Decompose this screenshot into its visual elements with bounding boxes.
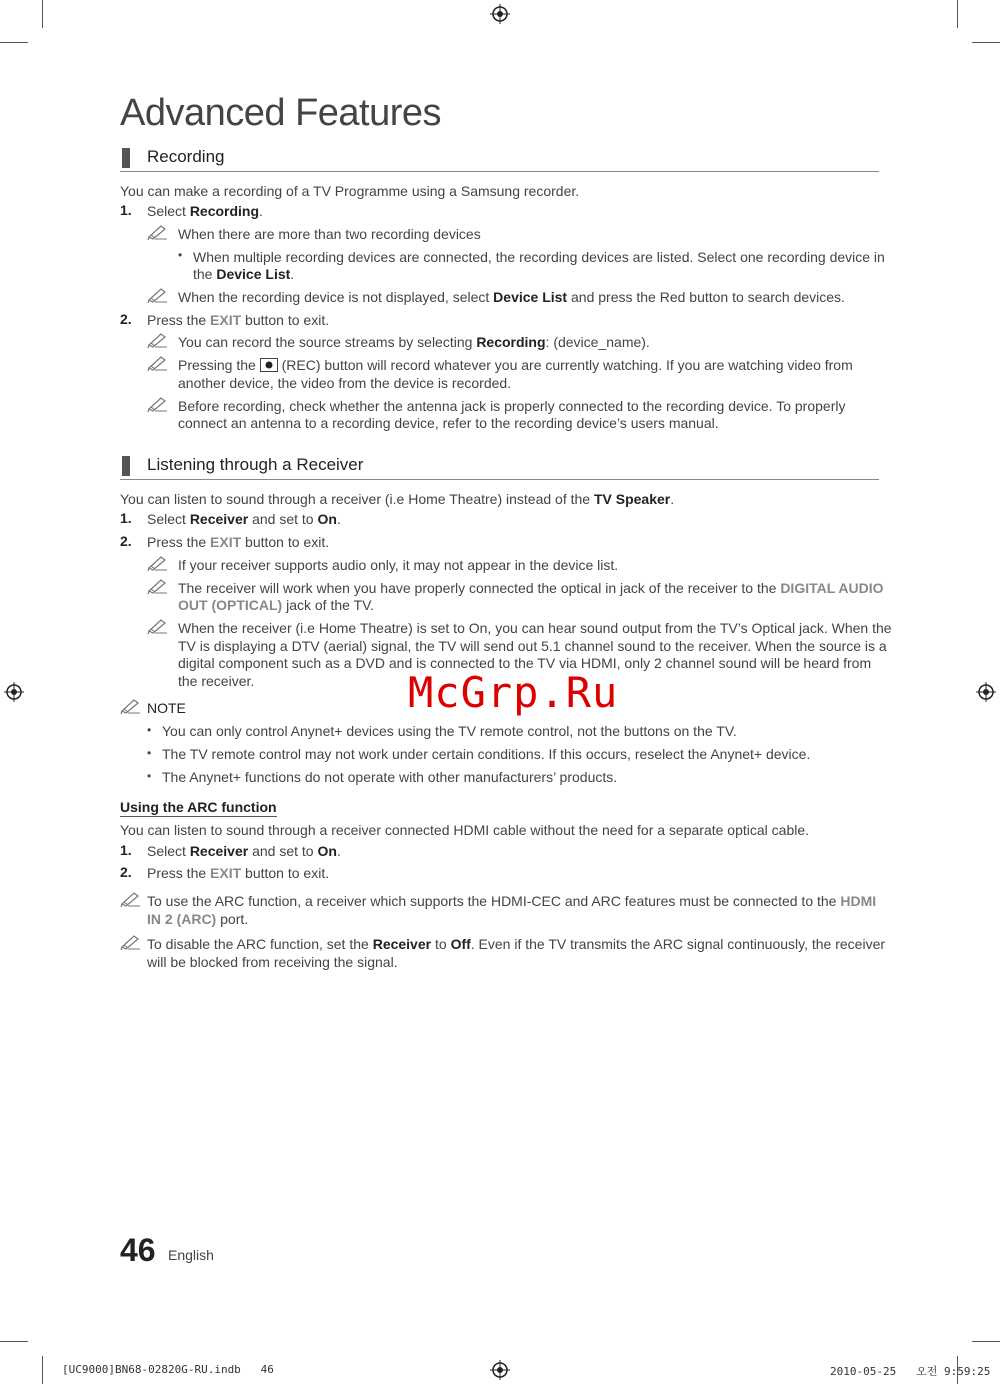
step-number: 1.: [120, 202, 132, 218]
note-pencil-icon: [147, 578, 169, 594]
note-text: TV is displaying a DTV (aerial) signal, the TV will send out 5.1 channel sound to the receiver. When the source is a: [178, 638, 887, 654]
crop-mark: [957, 0, 958, 28]
paragraph: You can listen to sound through a receiver connected HDMI cable without the need for a separate optical cable.: [120, 822, 810, 838]
heading-bar: [122, 456, 130, 476]
registration-mark-icon: [976, 682, 996, 702]
subsection-heading-arc: Using the ARC function: [120, 799, 277, 815]
bullet-text: the Device List.: [193, 266, 295, 282]
note-pencil-icon: [147, 355, 169, 371]
note-pencil-icon: [147, 224, 169, 240]
note-text: To disable the ARC function, set the Receiver to Off. Even if the TV transmits the ARC signal continuously, the receiver: [147, 936, 886, 952]
section-title: Listening through a Receiver: [147, 455, 364, 474]
paragraph: You can make a recording of a TV Programme using a Samsung recorder.: [120, 183, 580, 199]
bullet-text: The TV remote control may not work under certain conditions. If this occurs, reselect the Anynet+ device.: [162, 746, 811, 762]
step-text: Select Recording.: [147, 203, 263, 219]
bullet-text: When multiple recording devices are connected, the recording devices are listed. Select one recording device in: [193, 249, 885, 265]
note-text: OUT (OPTICAL) jack of the TV.: [178, 597, 375, 613]
note-text: To use the ARC function, a receiver which supports the HDMI-CEC and ARC features must be connected to the HDMI: [147, 893, 877, 909]
crop-mark: [42, 0, 43, 28]
note-pencil-icon: [120, 934, 142, 950]
registration-mark-icon: [490, 1360, 510, 1380]
note-pencil-icon: [120, 891, 142, 907]
step-number: 2.: [120, 864, 132, 880]
step-text: Press the EXIT button to exit.: [147, 312, 330, 328]
bullet-icon: •: [147, 769, 152, 783]
footer-file-info: [UC9000]BN68-02820G-RU.indb 46: [62, 1363, 274, 1376]
note-text: Pressing the (REC) button will record whatever you are currently watching. If you are watching video from: [178, 357, 853, 373]
paragraph: You can listen to sound through a receiver (i.e Home Theatre) instead of the TV Speaker.: [120, 491, 675, 507]
step-text: Press the EXIT button to exit.: [147, 534, 330, 550]
note-pencil-icon: [147, 396, 169, 412]
note-pencil-icon: [147, 555, 169, 571]
page-language: English: [168, 1247, 214, 1263]
bullet-text: The Anynet+ functions do not operate with other manufacturers’ products.: [162, 769, 618, 785]
note-text: When the receiver (i.e Home Theatre) is set to On, you can hear sound output from the TV’s Optical jack. When the: [178, 620, 892, 636]
note-text: will be blocked from receiving the signal.: [147, 954, 398, 970]
footer-timestamp: 2010-05-25 오전 9:59:25: [830, 1365, 991, 1378]
bullet-icon: •: [147, 723, 152, 737]
bullet-icon: •: [147, 746, 152, 760]
step-number: 1.: [120, 510, 132, 526]
crop-mark: [972, 1341, 1000, 1342]
note-text: digital component such as a DVD and is connected to the TV via HDMI, only 2 channel sound will be heard from: [178, 655, 872, 671]
step-number: 2.: [120, 311, 132, 327]
note-pencil-icon: [147, 332, 169, 348]
step-number: 1.: [120, 842, 132, 858]
note-pencil-icon: [147, 287, 169, 303]
bullet-text: You can only control Anynet+ devices using the TV remote control, not the buttons on the TV.: [162, 723, 737, 739]
step-number: 2.: [120, 533, 132, 549]
crop-mark: [0, 42, 28, 43]
bullet-icon: •: [178, 248, 183, 262]
note-pencil-icon: [147, 618, 169, 634]
crop-mark: [42, 1356, 43, 1384]
section-heading-recording: [120, 145, 879, 172]
watermark: McGrp.Ru: [408, 668, 619, 717]
page-number: 46: [120, 1232, 156, 1268]
crop-mark: [972, 42, 1000, 43]
section-heading-receiver: [120, 453, 879, 480]
note-text: When the recording device is not displayed, select Device List and press the Red button to search devices.: [178, 289, 845, 305]
section-title: Recording: [147, 147, 225, 166]
step-text: Select Receiver and set to On.: [147, 511, 341, 527]
registration-mark-icon: [490, 4, 510, 24]
note-label: NOTE: [147, 700, 186, 716]
note-text: Before recording, check whether the antenna jack is properly connected to the recording device. To properly: [178, 398, 846, 414]
note-text: the receiver.: [178, 673, 255, 689]
crop-mark: [0, 1341, 28, 1342]
page-title: Advanced Features: [120, 92, 442, 134]
registration-mark-icon: [4, 682, 24, 702]
note-text: The receiver will work when you have properly connected the optical in jack of the receiver to the DIGITAL AUDIO: [178, 580, 884, 596]
note-text: another device, the video from the device is recorded.: [178, 375, 512, 391]
rec-button-icon: [260, 358, 278, 372]
note-text: IN 2 (ARC) port.: [147, 911, 249, 927]
heading-bar: [122, 148, 130, 168]
step-text: Select Receiver and set to On.: [147, 843, 341, 859]
note-text: If your receiver supports audio only, it may not appear in the device list.: [178, 557, 619, 573]
step-text: Press the EXIT button to exit.: [147, 865, 330, 881]
note-text: connect an antenna to a recording device, refer to the recording device’s users manual.: [178, 415, 719, 431]
note-text: When there are more than two recording devices: [178, 226, 481, 242]
note-text: You can record the source streams by selecting Recording: (device_name).: [178, 334, 650, 350]
note-pencil-icon: [120, 698, 142, 714]
